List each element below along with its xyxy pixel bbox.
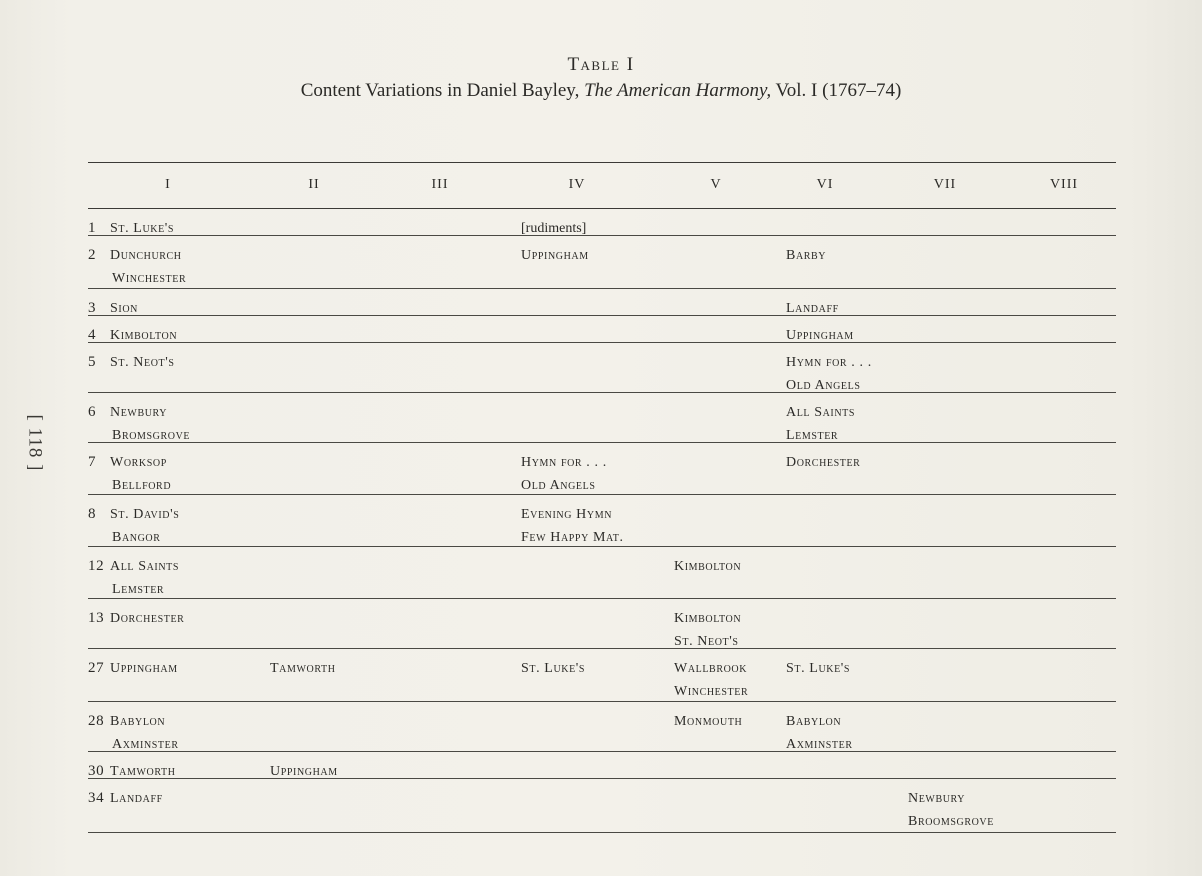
row-number: 13 [88, 610, 105, 626]
cell-col-i [88, 710, 179, 756]
table-row [88, 649, 1116, 702]
tune-name: Uppingham [270, 764, 338, 779]
tune-name: Axminster [786, 737, 853, 752]
cell-col-vi [786, 451, 860, 474]
cell-col-v [674, 657, 748, 703]
table-row [88, 495, 1116, 547]
tune-name: Hymn for . . . [521, 455, 607, 470]
table-row [88, 236, 1116, 289]
row-number: 12 [88, 558, 105, 574]
cell-col-i [88, 244, 186, 290]
table-row [88, 547, 1116, 599]
row-number: 2 [88, 247, 97, 263]
cell-col-v [674, 555, 741, 578]
cell-col-i [88, 607, 184, 630]
row-number: 28 [88, 713, 105, 729]
tune-name: All Saints [786, 405, 856, 420]
tune-name: St. Neot's [674, 634, 739, 649]
table-row [88, 209, 1116, 236]
tune-name: St. Luke's [786, 661, 851, 676]
tune-name: Old Angels [521, 478, 596, 493]
tune-name: Uppingham [786, 328, 854, 343]
tune-name: Evening Hymn [521, 507, 613, 522]
cell-col-vi [786, 351, 872, 397]
tune-name: Landaff [110, 791, 163, 806]
row-number: 34 [88, 790, 105, 806]
tune-name: Kimbolton [110, 328, 178, 343]
column-header-iii: III [431, 177, 449, 192]
tune-name: Bromsgrove [112, 428, 191, 443]
cell-col-i [88, 657, 178, 680]
table-row [88, 316, 1116, 343]
cell-col-i [88, 787, 163, 810]
tune-name: Dunchurch [110, 248, 182, 263]
table-row [88, 752, 1116, 779]
tune-name: St. Neot's [110, 355, 175, 370]
row-number: 3 [88, 300, 97, 316]
tune-name: Dorchester [110, 611, 185, 626]
cell-col-vi [786, 401, 855, 447]
tune-name: Winchester [112, 271, 187, 286]
tune-name: Newbury [110, 405, 168, 420]
cell-col-i [88, 451, 171, 497]
tune-name: Worksop [110, 455, 167, 470]
tune-name: Babylon [110, 714, 166, 729]
column-header-vii: VII [933, 177, 957, 192]
tune-name: St. David's [110, 507, 180, 522]
column-header-iv: IV [568, 177, 586, 192]
tune-name: Dorchester [786, 455, 861, 470]
tune-name: Kimbolton [674, 559, 742, 574]
table-row [88, 779, 1116, 833]
tune-name: Wallbrook [674, 661, 748, 676]
cell-col-vii [908, 787, 994, 833]
caption-prefix: Content Variations in Daniel Bayley, [300, 80, 585, 101]
cell-col-iv [521, 451, 607, 497]
cell-col-i [88, 351, 175, 374]
tune-name: Sion [110, 301, 138, 316]
tune-name: Tamworth [270, 661, 336, 676]
rudiments-note: [rudiments] [521, 221, 587, 236]
tune-name: Kimbolton [674, 611, 742, 626]
cell-col-i [88, 401, 190, 447]
row-number: 4 [88, 327, 97, 343]
tune-name: Bangor [112, 530, 161, 545]
tune-name: Babylon [786, 714, 842, 729]
caption-suffix: Vol. I (1767–74) [771, 80, 902, 101]
table-row [88, 343, 1116, 393]
table-body [88, 209, 1116, 833]
table-row [88, 393, 1116, 443]
caption-book-title: The American Harmony, [584, 80, 772, 101]
tune-name: St. Luke's [521, 661, 586, 676]
tune-name: Axminster [112, 737, 179, 752]
cell-col-v [674, 710, 742, 733]
cell-col-vi [786, 657, 850, 680]
row-number: 30 [88, 763, 105, 779]
tune-name: Broomsgrove [908, 814, 994, 829]
column-header-i: I [165, 177, 171, 192]
column-header-ii: II [308, 177, 320, 192]
tune-name: Lemster [112, 582, 165, 597]
page-number: [ 118 ] [24, 414, 46, 472]
cell-col-vi [786, 244, 826, 267]
tune-name: Barby [786, 248, 827, 263]
tune-name: St. Luke's [110, 221, 175, 236]
table-label: Table I [567, 54, 635, 75]
tune-name: Uppingham [521, 248, 589, 263]
cell-col-i [88, 503, 179, 549]
column-header-vi: VI [816, 177, 834, 192]
row-number: 1 [88, 220, 97, 236]
tune-name: Uppingham [110, 661, 178, 676]
cell-col-ii [270, 657, 336, 680]
row-number: 6 [88, 404, 97, 420]
cell-col-v [674, 607, 741, 653]
table-caption [0, 80, 1202, 102]
cell-col-iv [521, 503, 624, 549]
row-number: 27 [88, 660, 105, 676]
tune-name: Hymn for . . . [786, 355, 872, 370]
cell-col-iv [521, 244, 589, 267]
table-row [88, 443, 1116, 495]
content-variations-table [88, 162, 1116, 833]
row-number: 8 [88, 506, 97, 522]
row-number: 5 [88, 354, 97, 370]
tune-name: Monmouth [674, 714, 743, 729]
tune-name: Landaff [786, 301, 839, 316]
table-header-row [88, 163, 1116, 209]
row-number: 7 [88, 454, 97, 470]
table-row [88, 289, 1116, 316]
tune-name: Tamworth [110, 764, 176, 779]
tune-name: Winchester [674, 684, 749, 699]
table-row [88, 599, 1116, 649]
column-header-viii: VIII [1049, 177, 1079, 192]
column-header-v: V [710, 177, 722, 192]
cell-col-i [88, 555, 179, 601]
tune-name: Newbury [908, 791, 966, 806]
tune-name: All Saints [110, 559, 180, 574]
cell-col-iv [521, 657, 585, 680]
tune-name: Old Angels [786, 378, 861, 393]
tune-name: Lemster [786, 428, 839, 443]
table-row [88, 702, 1116, 752]
cell-col-vi [786, 710, 853, 756]
tune-name: Bellford [112, 478, 172, 493]
tune-name: Few Happy Mat. [521, 530, 624, 545]
